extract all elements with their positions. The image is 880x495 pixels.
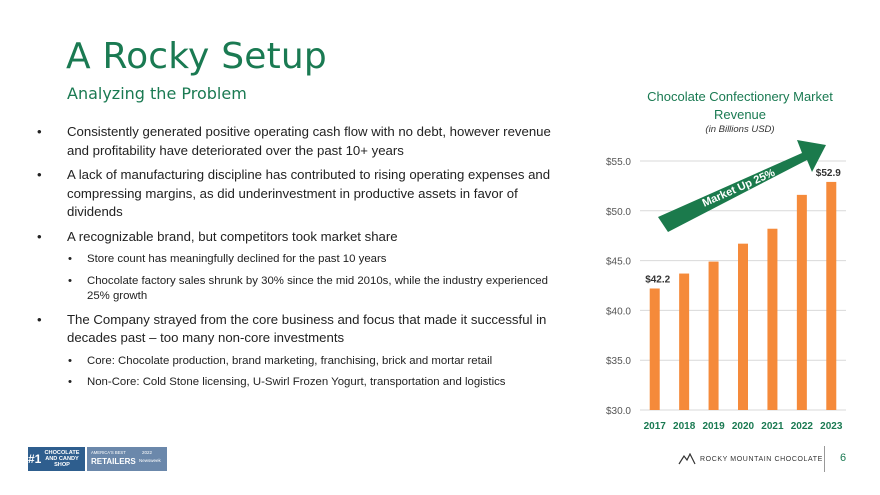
data-label: $42.2 <box>645 274 671 286</box>
company-logo <box>678 453 823 465</box>
bar <box>738 244 748 410</box>
bullet-text: A recognizable brand, but competitors took market share <box>67 228 398 244</box>
y-tick-label: $45.0 <box>605 256 631 268</box>
bullet-marker: • <box>37 167 42 182</box>
mountain-icon <box>678 453 696 465</box>
bullet-marker: • <box>68 376 72 388</box>
bullet-marker: • <box>68 274 72 287</box>
badge-brand: Newsweek <box>139 458 161 463</box>
bullet-text: Chocolate factory sales shrunk by 30% since the mid 2010s, while the industry experienced 25% growth <box>87 274 548 302</box>
x-tick-label: 2017 <box>643 421 666 432</box>
bullet-text: Consistently generated positive operating cash flow with no debt, however revenue and profitability have deteriorated over the past 10+ years <box>67 124 551 158</box>
arrow-annotation: Market Up 25% <box>700 166 777 210</box>
badge-year: 2022 <box>142 450 153 455</box>
x-tick-label: 2021 <box>761 421 784 432</box>
bullet-text: Store count has meaningfully declined for the past 10 years <box>87 253 387 265</box>
bar <box>679 274 689 410</box>
badge-rank: #1 <box>28 452 42 466</box>
bullet-marker: • <box>37 124 42 139</box>
slide-title: A Rocky Setup <box>66 36 327 77</box>
bullet-marker: • <box>68 354 72 367</box>
bullet-text: Core: Chocolate production, brand marketing, franchising, brick and mortar retail <box>87 354 493 367</box>
x-tick-label: 2023 <box>820 421 843 432</box>
bullet-text: Non-Core: Cold Stone licensing, U-Swirl Frozen Yogurt, transportation and logistics <box>87 376 506 388</box>
bar <box>826 182 836 410</box>
y-tick-label: $55.0 <box>605 157 631 168</box>
bar <box>797 195 807 410</box>
bullet-text: A lack of manufacturing discipline has contributed to rising operating expenses and compressing margins, as did underinvestment in productive assets in favor of dividends <box>67 167 551 219</box>
bullet-marker: • <box>68 253 72 265</box>
data-label: $52.9 <box>815 167 841 179</box>
award-badge-best-retailers <box>87 447 167 471</box>
y-tick-label: $40.0 <box>605 306 631 318</box>
chart-title: Chocolate Confectionery Market Revenue <box>647 89 833 122</box>
bar <box>650 288 660 410</box>
badge-top-text: AMERICA'S BEST <box>91 450 126 455</box>
bar <box>767 229 777 410</box>
y-tick-label: $50.0 <box>605 206 631 218</box>
x-tick-label: 2020 <box>731 421 755 432</box>
y-tick-label: $30.0 <box>605 406 631 417</box>
bullet-marker: • <box>37 311 42 327</box>
badge-label: CHOCOLATE AND CANDY SHOP <box>44 449 80 469</box>
bullet-text: The Company strayed from the core business and focus that made it successful in decades past – too many non-core investments <box>67 311 547 345</box>
company-name: ROCKY MOUNTAIN CHOCOLATE <box>700 455 823 463</box>
x-tick-label: 2022 <box>790 421 813 432</box>
badge-main-text: RETAILERS <box>91 457 136 466</box>
bar <box>709 262 719 410</box>
y-tick-label: $35.0 <box>605 356 631 368</box>
page-number: 6 <box>840 452 847 464</box>
award-badge-chocolate-shop <box>28 447 85 471</box>
x-tick-label: 2019 <box>702 421 725 432</box>
chart-subtitle: (in Billions USD) <box>705 124 775 135</box>
bullet-marker: • <box>37 228 42 244</box>
x-tick-label: 2018 <box>673 421 696 432</box>
footer-divider <box>824 446 825 472</box>
slide-subtitle: Analyzing the Problem <box>67 84 247 103</box>
